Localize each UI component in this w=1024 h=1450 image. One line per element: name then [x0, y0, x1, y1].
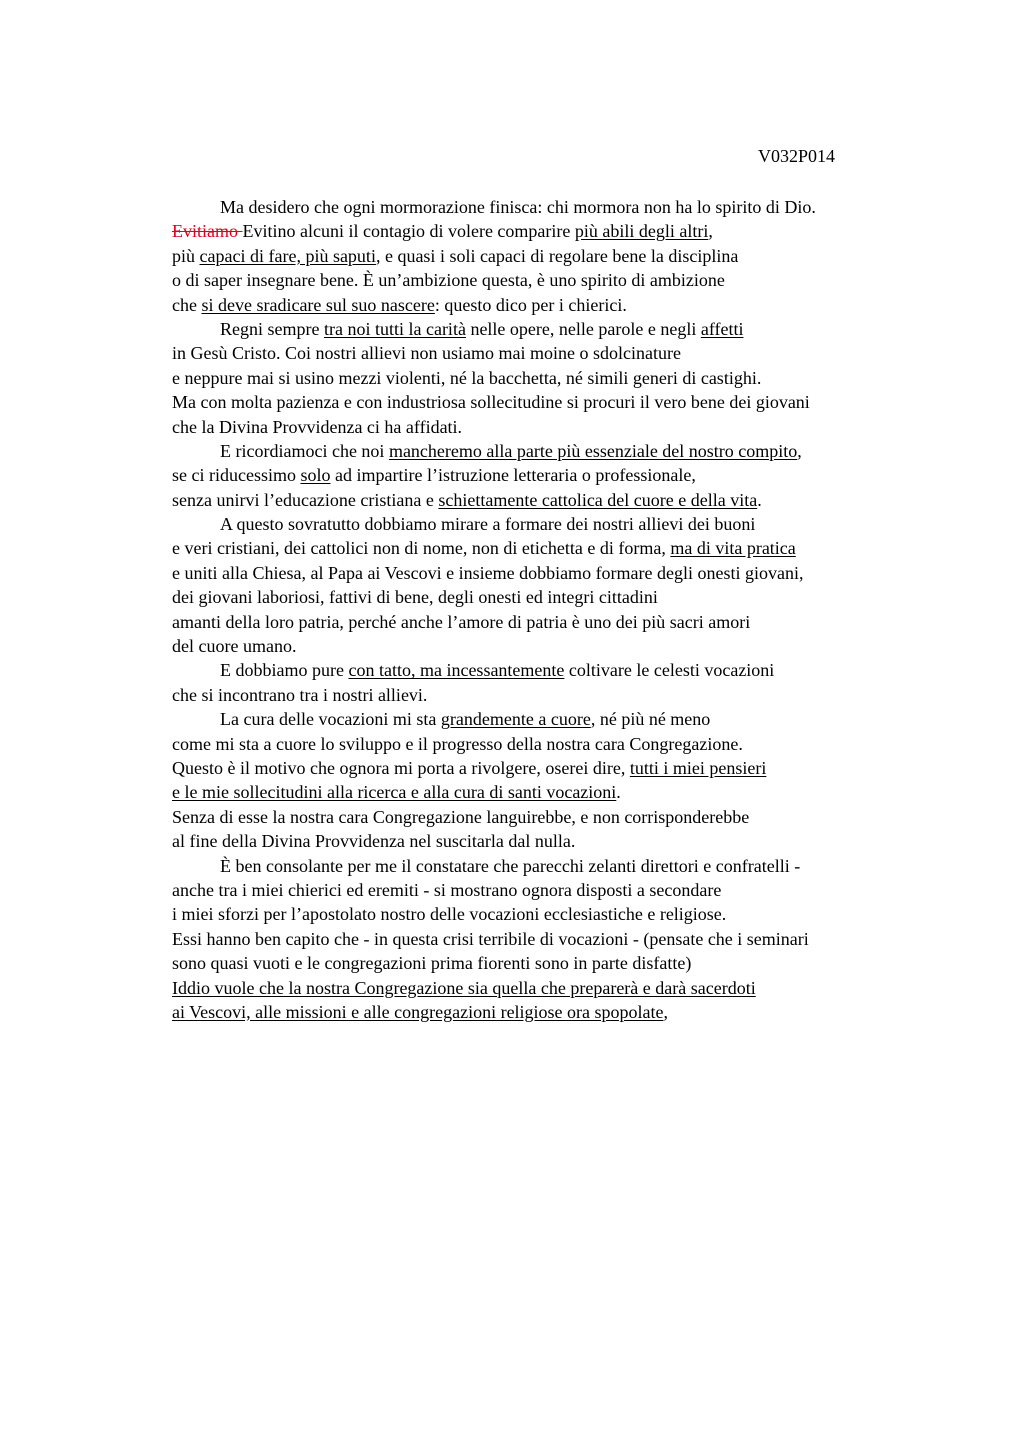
- text-segment: amanti della loro patria, perché anche l’amore di patria è uno dei più sacri amori: [172, 611, 751, 632]
- text-segment: ,: [797, 440, 802, 461]
- text-segment: nelle opere, nelle parole e negli: [465, 318, 701, 339]
- underlined-text: ai Vescovi, alle missioni e alle congregazioni religiose ora spopolate: [172, 1001, 664, 1022]
- text-segment: dei giovani laboriosi, fattivi di bene, degli onesti ed integri cittadini: [172, 587, 658, 608]
- page-identifier: V032P014: [758, 146, 836, 166]
- text-segment: E dobbiamo pure: [220, 660, 349, 681]
- underlined-text: grandemente a cuore: [440, 709, 591, 730]
- text-segment: coltivare le celesti vocazioni: [564, 660, 775, 681]
- deleted-text: Evitiamo: [172, 221, 243, 242]
- text-line: [172, 463, 932, 487]
- underlined-text: tra noi tutti la carità: [323, 318, 466, 339]
- underlined-text: schiettamente cattolica del cuore e della vita: [438, 489, 758, 510]
- text-segment: anche tra i miei chierici ed eremiti - si mostrano ognora disposti a secondare: [172, 879, 722, 900]
- text-segment: Ma con molta pazienza e con industriosa sollecitudine si procuri il vero bene dei giovani: [172, 392, 810, 413]
- text-segment: o di saper insegnare bene. È un’ambizione questa, è uno spirito di ambizione: [172, 270, 725, 291]
- text-line: [172, 585, 932, 609]
- text-segment: che: [172, 294, 202, 315]
- text-line: [172, 780, 932, 804]
- text-line: [172, 512, 932, 536]
- text-line: [172, 732, 932, 756]
- text-segment: ad impartire l’istruzione letteraria o professionale,: [330, 465, 696, 486]
- text-line: [172, 707, 932, 731]
- text-segment: È ben consolante per me il constatare che parecchi zelanti direttori e confratelli -: [220, 855, 801, 876]
- text-line: [172, 805, 932, 829]
- text-segment: Regni sempre: [220, 318, 324, 339]
- text-segment: : questo dico per i chierici.: [434, 294, 627, 315]
- text-line: [172, 658, 932, 682]
- text-line: [172, 195, 932, 219]
- underlined-text: tutti i miei pensieri: [629, 757, 767, 778]
- text-segment: E ricordiamoci che noi: [220, 440, 389, 461]
- text-line: [172, 610, 932, 634]
- underlined-text: si deve sradicare sul suo nascere: [201, 294, 435, 315]
- text-line: [172, 634, 932, 658]
- text-segment: ,: [663, 1001, 669, 1022]
- text-segment: in Gesù Cristo. Coi nostri allievi non usiamo mai moine o sdolcinature: [172, 343, 681, 364]
- document-body: [172, 195, 932, 1024]
- text-segment: che si incontrano tra i nostri allievi.: [172, 684, 428, 705]
- text-segment: , né più né meno: [590, 709, 711, 730]
- text-line: [172, 244, 932, 268]
- text-line: [172, 415, 932, 439]
- text-line: [172, 561, 932, 585]
- underlined-text: con tatto, ma incessantemente: [348, 660, 565, 681]
- text-segment: .: [757, 489, 762, 510]
- text-line: [172, 439, 932, 463]
- underlined-text: e le mie sollecitudini alla ricerca e alla cura di santi vocazioni: [172, 782, 617, 803]
- text-segment: e veri cristiani, dei cattolici non di nome, non di etichetta e di forma,: [172, 538, 671, 559]
- underlined-text: solo: [300, 465, 331, 486]
- text-segment: più: [172, 245, 200, 266]
- text-segment: , e quasi i soli capaci di regolare bene la disciplina: [375, 245, 739, 266]
- underlined-text: ma di vita pratica: [670, 538, 796, 559]
- text-line: [172, 756, 932, 780]
- text-line: [172, 829, 932, 853]
- text-segment: ,: [708, 221, 713, 242]
- text-line: [172, 341, 932, 365]
- text-line: [172, 488, 932, 512]
- text-line: [172, 683, 932, 707]
- text-segment: Questo è il motivo che ognora mi porta a rivolgere, oserei dire,: [172, 757, 630, 778]
- text-segment: senza unirvi l’educazione cristiana e: [172, 489, 439, 510]
- underlined-text: mancheremo alla parte più essenziale del nostro compito: [388, 440, 798, 461]
- text-segment: Evitino alcuni il contagio di volere comparire: [242, 221, 575, 242]
- text-segment: A questo sovratutto dobbiamo mirare a formare dei nostri allievi dei buoni: [220, 514, 756, 535]
- underlined-text: capaci di fare, più saputi: [199, 245, 376, 266]
- text-segment: come mi sta a cuore lo sviluppo e il progresso della nostra cara Congregazione.: [172, 733, 743, 754]
- text-segment: .: [616, 782, 621, 803]
- text-line: [172, 927, 932, 951]
- underlined-text: Iddio vuole che la nostra Congregazione sia quella che preparerà e darà sacerdoti: [172, 977, 756, 998]
- text-segment: La cura delle vocazioni mi sta: [220, 709, 441, 730]
- text-segment: i miei sforzi per l’apostolato nostro delle vocazioni ecclesiastiche e religiose.: [172, 904, 727, 925]
- text-line: [172, 536, 932, 560]
- text-segment: al fine della Divina Provvidenza nel suscitarla dal nulla.: [172, 831, 576, 852]
- text-segment: Ma desidero che ogni mormorazione finisca: chi mormora non ha lo spirito di Dio.: [220, 197, 816, 217]
- text-segment: che la Divina Provvidenza ci ha affidati.: [172, 416, 463, 437]
- text-segment: Essi hanno ben capito che - in questa crisi terribile di vocazioni - (pensate che i seminari: [172, 928, 809, 949]
- text-segment: del cuore umano.: [172, 636, 297, 657]
- text-line: [172, 1000, 932, 1024]
- text-segment: Senza di esse la nostra cara Congregazione languirebbe, e non corrisponderebbe: [172, 806, 750, 827]
- text-segment: se ci riducessimo: [172, 465, 301, 486]
- text-segment: e uniti alla Chiesa, al Papa ai Vescovi e insieme dobbiamo formare degli onesti giovani,: [172, 562, 804, 583]
- text-line: [172, 878, 932, 902]
- text-line: [172, 390, 932, 414]
- text-line: [172, 902, 932, 926]
- text-line: [172, 366, 932, 390]
- text-segment: e neppure mai si usino mezzi violenti, né la bacchetta, né simili generi di castighi.: [172, 367, 762, 388]
- text-line: [172, 219, 932, 243]
- text-line: [172, 268, 932, 292]
- underlined-text: più abili degli altri: [574, 221, 709, 242]
- text-segment: sono quasi vuoti e le congregazioni prima fiorenti sono in parte disfatte): [172, 953, 692, 974]
- text-line: [172, 854, 932, 878]
- text-line: [172, 976, 932, 1000]
- text-line: [172, 951, 932, 975]
- text-line: [172, 293, 932, 317]
- text-line: [172, 317, 932, 341]
- underlined-text: affetti: [700, 318, 744, 339]
